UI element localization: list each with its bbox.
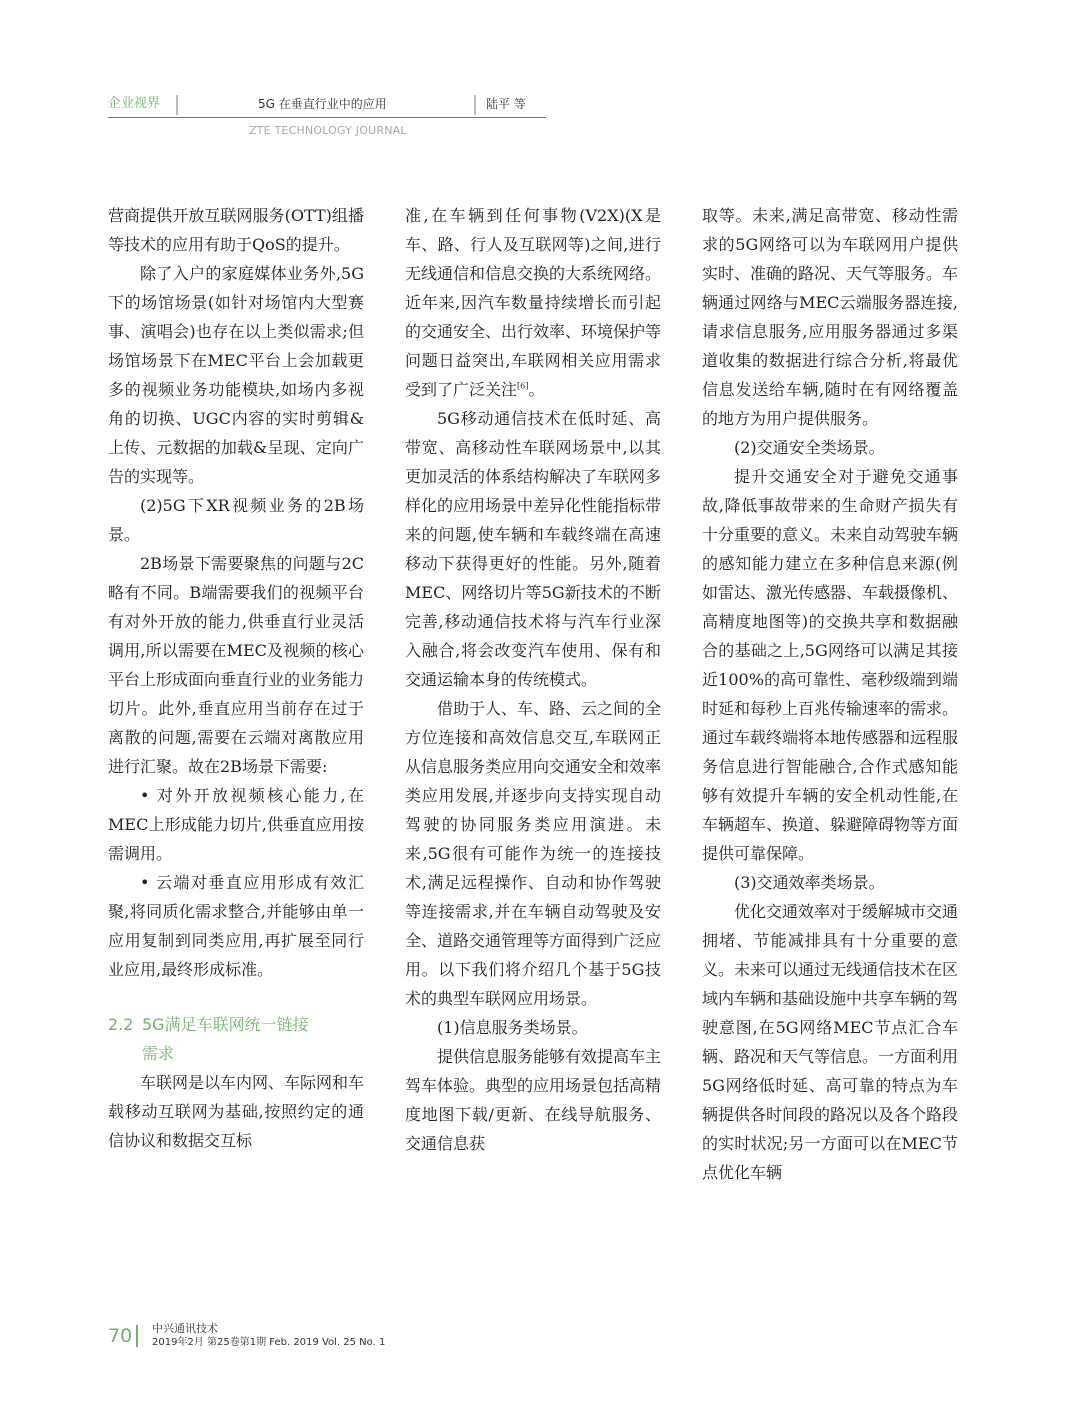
paragraph: 取等。未来,满足高带宽、移动性需求的5G网络可以为车联网用户提供实时、准确的路况、天气等服务。车辆通过网络与MEC云端服务器连接,请求信息服务,应用服务器通过多渠道收集的数据进行综合分析,将最优信息发送给车辆,随时在有网络覆盖的地方为用户提供服务。 bbox=[702, 206, 959, 428]
paragraph: 除了入户的家庭媒体业务外,5G下的场馆场景(如针对场馆内大型赛事、演唱会)也存在以上类似需求;但场馆场景下在MEC平台上会加载更多的视频业务功能模块,如场内多视角的切换、UGC内容的实时剪辑&上传、元数据的加载&呈现、定向广告的实现等。 bbox=[108, 264, 364, 486]
page-number: 70 bbox=[108, 1325, 133, 1347]
footer-issue-info: 2019年2月 第25卷第1期 Feb. 2019 Vol. 25 No. 1 bbox=[152, 1337, 386, 1348]
section-title: 5G满足车联网统一链接 bbox=[142, 1015, 309, 1034]
paragraph: 借助于人、车、路、云之间的全方位连接和高效信息交互,车联网正从信息服务类应用向交通安全和效率类应用发展,并逐步向支持实现自动驾驶的协同服务类应用演进。未来,5G很有可能作为统一的连接技术,满足远程操作、自动和协作驾驶等连接需求,并在车辆自动驾驶及安全、道路交通管理等方面得到广泛应用。以下我们将介绍几个基于5G技术的典型车联网应用场景。 bbox=[405, 699, 662, 1008]
citation-ref: [6] bbox=[517, 381, 529, 391]
header-journal-name: ZTE TECHNOLOGY JOURNAL bbox=[249, 124, 407, 137]
paragraph: (1)信息服务类场景。 bbox=[437, 1018, 588, 1037]
paragraph: (2)交通安全类场景。 bbox=[734, 438, 885, 457]
paragraph: 车联网是以车内网、车际网和车载移动互联网为基础,按照约定的通信协议和数据交互标 bbox=[108, 1073, 365, 1150]
text-column-2 bbox=[405, 201, 661, 1158]
paragraph: 提供信息服务能够有效提高车主驾车体验。典型的应用场景包括高精度地图下载/更新、在线导航服务、交通信息获 bbox=[405, 1047, 662, 1153]
paragraph: 优化交通效率对于缓解城市交通拥堵、节能减排具有十分重要的意义。未来可以通过无线通信技术在区域内车辆和基础设施中共享车辆的驾驶意图,在5G网络MEC节点汇合车辆、路况和天气等信息。一方面利用5G网络低时延、高可靠的特点为车辆提供各时间段的路况以及各个路段的实时状况;另一方面可以在MEC节点优化车辆 bbox=[702, 902, 959, 1182]
paragraph: (3)交通效率类场景。 bbox=[734, 873, 885, 892]
paragraph: 2B场景下需要聚焦的问题与2C略有不同。B端需要我们的视频平台有对外开放的能力,供垂直行业灵活调用,所以需要在MEC及视频的核心平台上形成面向垂直行业的业务能力切片。此外,垂直应用当前存在过于离散的问题,需要在云端对离散应用进行汇聚。故在2B场景下需要: bbox=[108, 554, 365, 776]
section-title-continued: 需求 bbox=[142, 1044, 175, 1063]
header-divider bbox=[176, 95, 178, 115]
paragraph-text: 准,在车辆到任何事物(V2X)(X是车、路、行人及互联网等)之间,进行无线通信和信息交换的大系统网络。近年来,因汽车数量持续增长而引起的交通安全、出行效率、环境保护等问题日益突出,车联网相关应用需求受到了广泛关注 bbox=[405, 206, 662, 399]
paragraph-end: 。 bbox=[528, 380, 545, 399]
paragraph: (2)5G下XR视频业务的2B场景。 bbox=[108, 496, 364, 544]
header-author: 陆平 等 bbox=[486, 97, 526, 111]
header-article-title: 5G 在垂直行业中的应用 bbox=[258, 97, 387, 111]
paragraph bbox=[405, 201, 661, 404]
footer-divider bbox=[136, 1325, 138, 1347]
running-header bbox=[108, 94, 546, 118]
section-heading bbox=[108, 1010, 364, 1068]
bullet-paragraph: • 对外开放视频核心能力,在MEC上形成能力切片,供垂直应用按需调用。 bbox=[108, 786, 364, 863]
header-rule bbox=[108, 117, 546, 118]
paragraph: 5G移动通信技术在低时延、高带宽、高移动性车联网场景中,以其更加灵活的体系结构解决了车联网多样化的应用场景中差异化性能指标带来的问题,使车辆和车载终端在高速移动下获得更好的性能。另外,随着MEC、网络切片等5G新技术的不断完善,移动通信技术将与汽车行业深入融合,将会改变汽车使用、保有和交通运输本身的传统模式。 bbox=[405, 409, 662, 689]
text-column-1 bbox=[108, 201, 364, 1155]
header-section-label: 企业视界 bbox=[108, 96, 161, 111]
bullet-paragraph: • 云端对垂直应用形成有效汇聚,将同质化需求整合,并能够由单一应用复制到同类应用,再扩展至同行业应用,最终形成标准。 bbox=[108, 873, 364, 979]
header-divider bbox=[474, 95, 476, 115]
section-number: 2.2 bbox=[108, 1015, 134, 1034]
text-column-3 bbox=[702, 201, 958, 1187]
page-footer bbox=[108, 1322, 508, 1350]
paragraph: 提升交通安全对于避免交通事故,降低事故带来的生命财产损失有十分重要的意义。未来自动驾驶车辆的感知能力建立在多种信息来源(例如雷达、激光传感器、车载摄像机、高精度地图等)的交换共享和数据融合的基础之上,5G网络可以满足其接近100%的高可靠性、毫秒级端到端时延和每秒上百兆传输速率的需求。通过车载终端将本地传感器和远程服务信息进行智能融合,合作式感知能够有效提升车辆的安全机动性能,在车辆超车、换道、躲避障碍物等方面提供可靠保障。 bbox=[702, 467, 959, 863]
footer-journal-name: 中兴通讯技术 bbox=[152, 1322, 218, 1335]
paragraph: 营商提供开放互联网服务(OTT)组播等技术的应用有助于QoS的提升。 bbox=[108, 206, 364, 254]
